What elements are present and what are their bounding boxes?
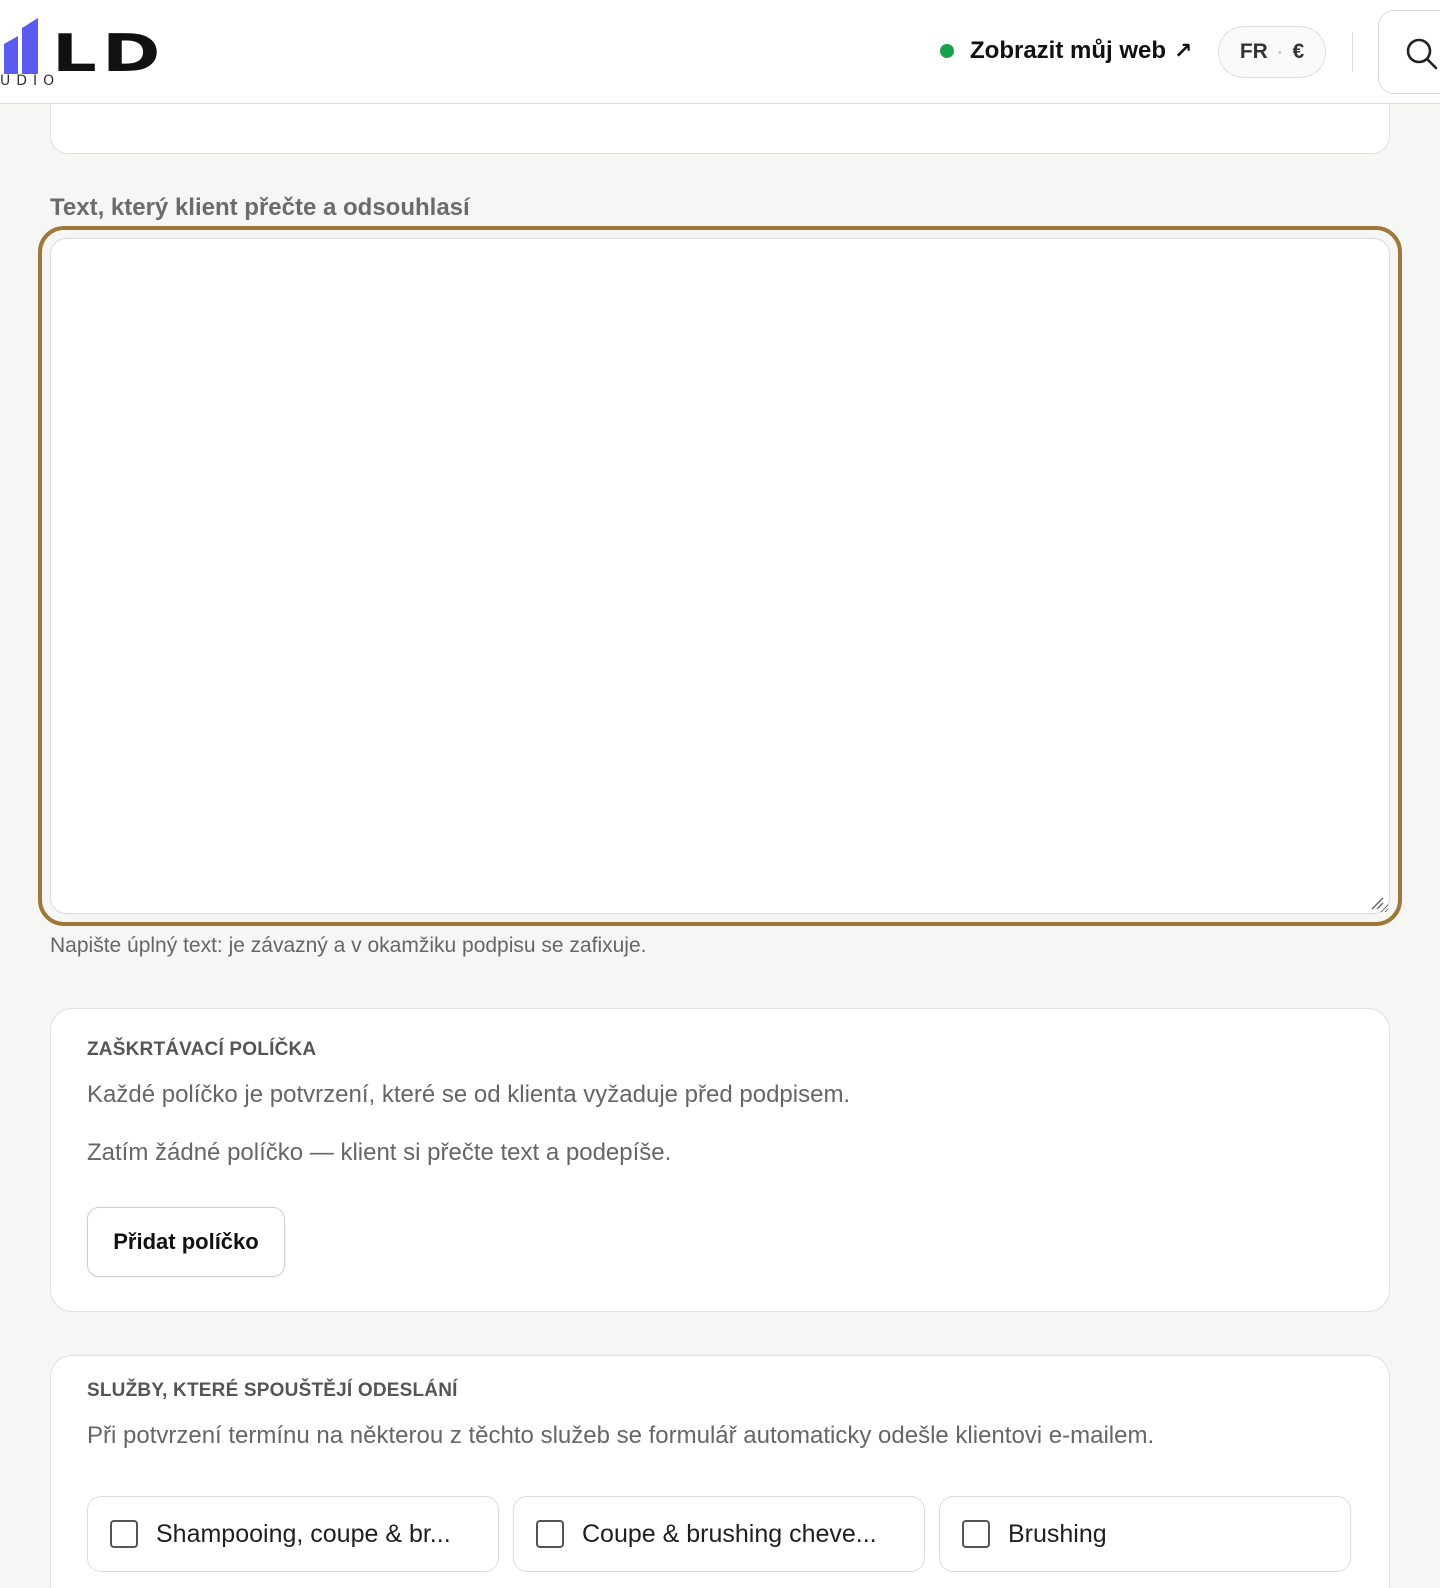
- brand-logo[interactable]: [0, 14, 166, 90]
- logo-subtitle: UDIO: [0, 73, 61, 89]
- service-label: Shampooing, coupe & br...: [156, 1519, 451, 1548]
- consent-text-label: Text, který klient přečte a odsouhlasí: [50, 194, 470, 221]
- view-site-link[interactable]: [940, 34, 1192, 68]
- checkboxes-title: ZAŠKRTÁVACÍ POLÍČKA: [87, 1039, 317, 1060]
- trigger-services-card: [50, 1355, 1390, 1588]
- service-option[interactable]: [87, 1496, 499, 1572]
- search-button[interactable]: [1378, 10, 1440, 94]
- header-divider: [1352, 32, 1353, 72]
- service-checkbox[interactable]: [962, 1520, 990, 1548]
- checkboxes-card: [50, 1008, 1390, 1312]
- services-title: SLUŽBY, KTERÉ SPOUŠTĚJÍ ODESLÁNÍ: [87, 1380, 458, 1401]
- service-checkbox[interactable]: [536, 1520, 564, 1548]
- locale-language: FR: [1239, 40, 1268, 63]
- top-bar: [0, 0, 1440, 104]
- add-checkbox-button[interactable]: Přidat políčko: [87, 1207, 285, 1277]
- consent-textarea[interactable]: [50, 238, 1390, 914]
- view-site-label: Zobrazit můj web: [970, 37, 1167, 64]
- service-option[interactable]: [513, 1496, 925, 1572]
- service-label: Coupe & brushing cheve...: [582, 1519, 877, 1548]
- logo-letters: LD: [52, 24, 166, 84]
- locale-switcher[interactable]: [1218, 26, 1326, 78]
- checkboxes-description: Každé políčko je potvrzení, které se od klienta vyžaduje před podpisem.: [87, 1081, 851, 1108]
- checkboxes-empty-state: Zatím žádné políčko — klient si přečte text a podepíše.: [87, 1139, 672, 1166]
- external-arrow-icon: ↗: [1174, 38, 1193, 63]
- locale-currency: €: [1292, 40, 1305, 63]
- service-checkbox[interactable]: [110, 1520, 138, 1548]
- service-label: Brushing: [1008, 1519, 1107, 1548]
- consent-hint: Napište úplný text: je závazný a v okamžiku podpisu se zafixuje.: [50, 934, 647, 957]
- search-icon: [1405, 37, 1439, 71]
- resize-handle-icon[interactable]: [1370, 896, 1384, 910]
- services-description: Při potvrzení termínu na některou z těchto služeb se formulář automaticky odešle klientovi e-mailem.: [87, 1422, 1155, 1449]
- logo-bars-icon: [4, 16, 44, 74]
- online-status-dot: [940, 44, 954, 58]
- locale-separator: ·: [1277, 44, 1283, 60]
- service-option[interactable]: [939, 1496, 1351, 1572]
